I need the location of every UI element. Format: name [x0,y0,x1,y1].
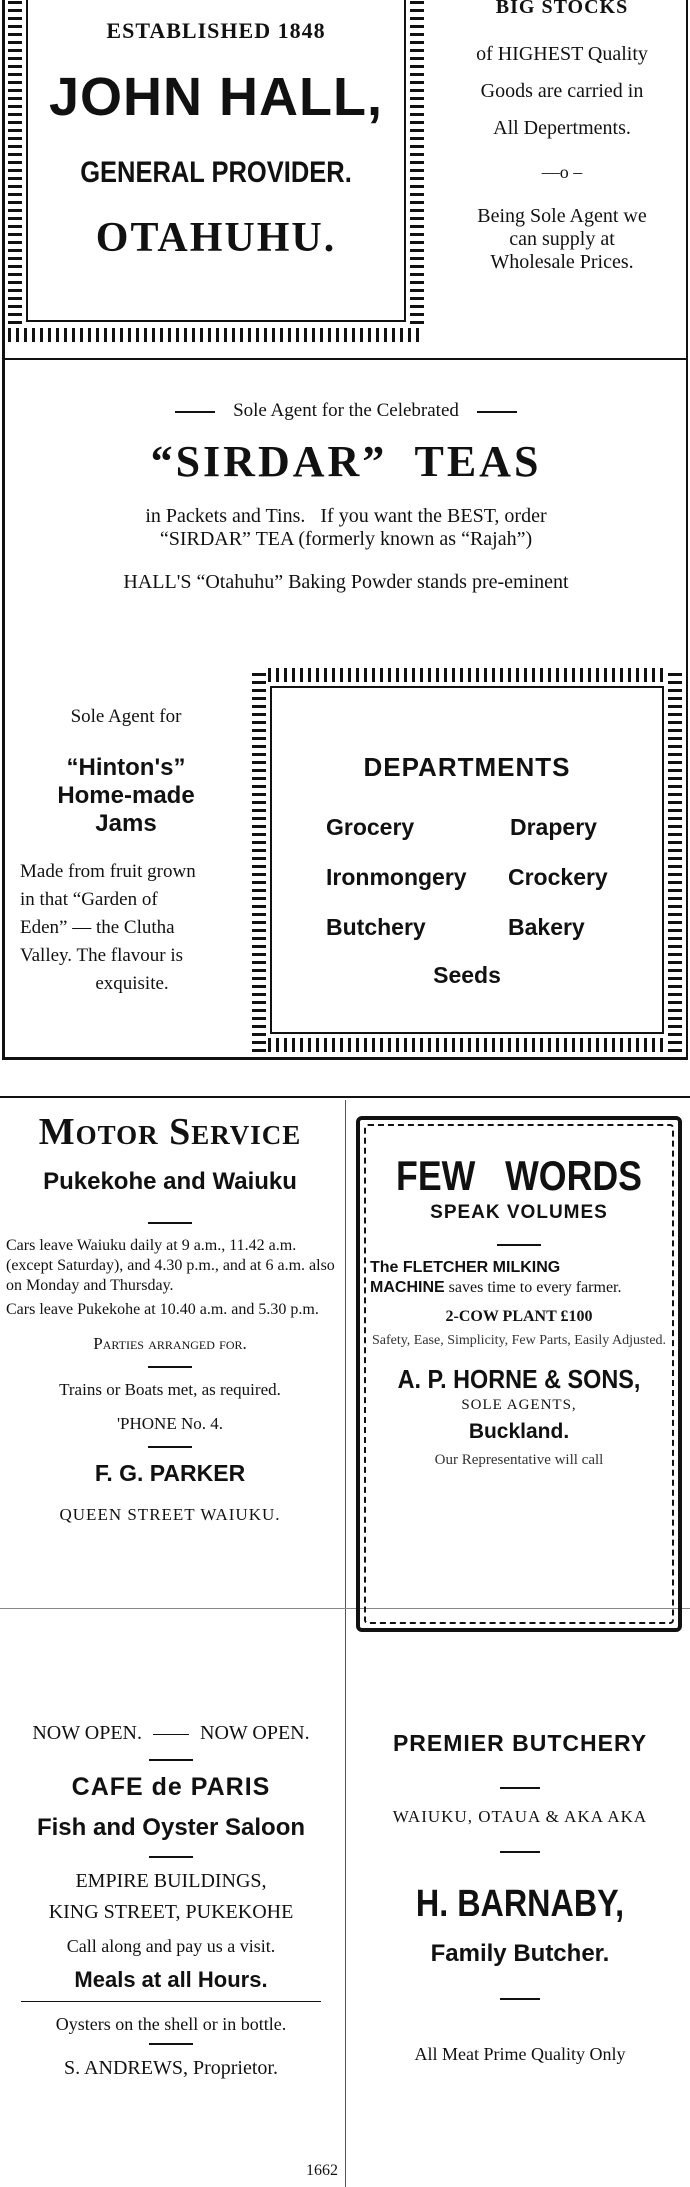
horne-firm: A. P. HORNE & SONS, [397,1364,641,1394]
cafe-de-paris-ad [0,1722,342,2080]
motor-service-ad [0,1110,340,1525]
hintons-body2: in that “Garden of [20,889,158,910]
fletcher-text [370,1258,668,1298]
cafe-street: KING STREET, PUKEKOHE [48,1901,294,1923]
big-stocks-heading: BIG STOCKS [495,0,629,18]
motor-service-subtitle: Pukekohe and Waiuku [43,1168,297,1195]
hintons-body1: Made from fruit grown [20,861,196,882]
now-open-line [0,1722,342,1745]
premier-butchery-ad [350,1730,690,2065]
few-words-ad [356,1116,682,1632]
cafe-oysters: Oysters on the shell or in bottle. [55,2014,287,2034]
cafe-type: Fish and Oyster Saloon [36,1814,306,1841]
established-text: ESTABLISHED 1848 [106,18,326,43]
hintons-body5: exquisite. [95,973,169,994]
hintons-title1: “Hinton's” [66,754,186,781]
john-hall-name-box [4,0,428,348]
cafe-proprietor: S. ANDREWS, Proprietor. [64,2057,278,2079]
john-hall-ad [0,0,690,1060]
butchery-places: WAIUKU, OTAUA & AKA AKA [392,1807,648,1826]
big-stocks-line3: All Depertments. [493,117,631,139]
features-text: Safety, Ease, Simplicity, Few Parts, Easily Adjusted. [371,1333,667,1348]
motor-service-address: QUEEN STREET WAIUKU. [59,1505,281,1524]
motor-service-trains: Trains or Boats met, as required. [59,1380,281,1399]
otahuhu-text: OTAHUHU. [95,215,337,261]
butchery-quality: All Meat Prime Quality Only [414,2044,626,2064]
big-stocks-block [436,0,688,348]
now-open-1: NOW OPEN. [32,1722,142,1744]
dept-ironmongery: Ironmongery [326,864,467,890]
hintons-body4: Valley. The flavour is [20,945,184,966]
john-hall-name: JOHN HALL, [49,67,383,127]
cafe-name: CAFE de PARIS [71,1773,271,1801]
big-stocks-line2: Goods are carried in [480,80,644,102]
departments-heading: DEPARTMENTS [363,752,571,782]
dept-butchery: Butchery [326,914,426,940]
motor-service-para2: Cars leave Pukekohe at 10.40 a.m. and 5.30 p.m. [6,1301,319,1318]
cafe-visit: Call along and pay us a visit. [66,1936,276,1956]
hintons-title2: Home-made [57,782,195,809]
page-number: 1662 [306,2162,338,2179]
fletcher-desc: saves time to every farmer. [444,1279,622,1296]
intro-dash-left [175,411,215,413]
dept-crockery: Crockery [508,864,608,890]
column-divider [345,1100,346,2187]
intro-dash-right [477,411,517,413]
now-open-2: NOW OPEN. [200,1722,310,1744]
departments-box [252,668,682,1052]
hintons-body3: Eden” — the Clutha [20,917,175,938]
cow-plant-text: 2-COW PLANT £100 [445,1308,593,1325]
few-words-subtitle: SPEAK VOLUMES [430,1202,608,1223]
motor-service-owner: F. G. PARKER [94,1460,246,1486]
dept-drapery: Drapery [510,814,597,840]
cafe-building: EMPIRE BUILDINGS, [75,1870,267,1892]
general-provider-text: GENERAL PROVIDER. [80,156,352,189]
butchery-role: Family Butcher. [430,1940,610,1967]
dept-grocery: Grocery [326,814,415,840]
hintons-title3: Jams [95,810,157,837]
sirdar-intro: Sole Agent for the Celebrated [6,400,686,422]
big-stocks-line5: can supply at [509,228,615,250]
motor-service-title: Motor Service [38,1111,302,1153]
sirdar-line2: “SIRDAR” TEA (formerly known as “Rajah”) [159,528,533,550]
butchery-owner: H. BARNABY, [415,1883,625,1925]
fletcher-name: The FLETCHER MILKING [370,1259,561,1276]
section-divider [0,1096,690,1098]
buckland-text: Buckland. [468,1420,570,1443]
sirdar-title: “SIRDAR” TEAS [150,437,542,486]
representative-text: Our Representative will call [434,1452,604,1468]
motor-service-parties: Parties arranged for. [93,1334,247,1353]
sirdar-teas-block [6,400,686,594]
few-words-title: FEW WORDS [396,1152,642,1199]
butchery-title: PREMIER BUTCHERY [392,1730,648,1756]
dept-bakery: Bakery [508,914,585,940]
motor-service-para1: Cars leave Waiuku daily at 9 a.m., 11.42 a.m. (except Saturday), and 4.30 p.m., and at 6 a.m. also on Monday and Thursday. [6,1237,335,1294]
motor-service-phone: 'PHONE No. 4. [116,1414,223,1433]
big-stocks-line4: Being Sole Agent we [477,205,647,227]
dept-seeds: Seeds [433,962,501,988]
big-stocks-separator: —o – [541,162,583,182]
sirdar-line3: HALL'S “Otahuhu” Baking Powder stands pre-eminent [123,571,569,593]
hintons-intro: Sole Agent for [70,706,182,727]
big-stocks-line1: of HIGHEST Quality [476,43,648,65]
sirdar-line1: in Packets and Tins. If you want the BEST, order [145,505,547,527]
fletcher-machine: MACHINE [370,1279,445,1296]
cafe-meals: Meals at all Hours. [74,1967,268,1992]
big-stocks-line6: Wholesale Prices. [490,251,634,273]
hintons-block [8,706,244,998]
sole-agents-text: SOLE AGENTS, [461,1397,577,1413]
